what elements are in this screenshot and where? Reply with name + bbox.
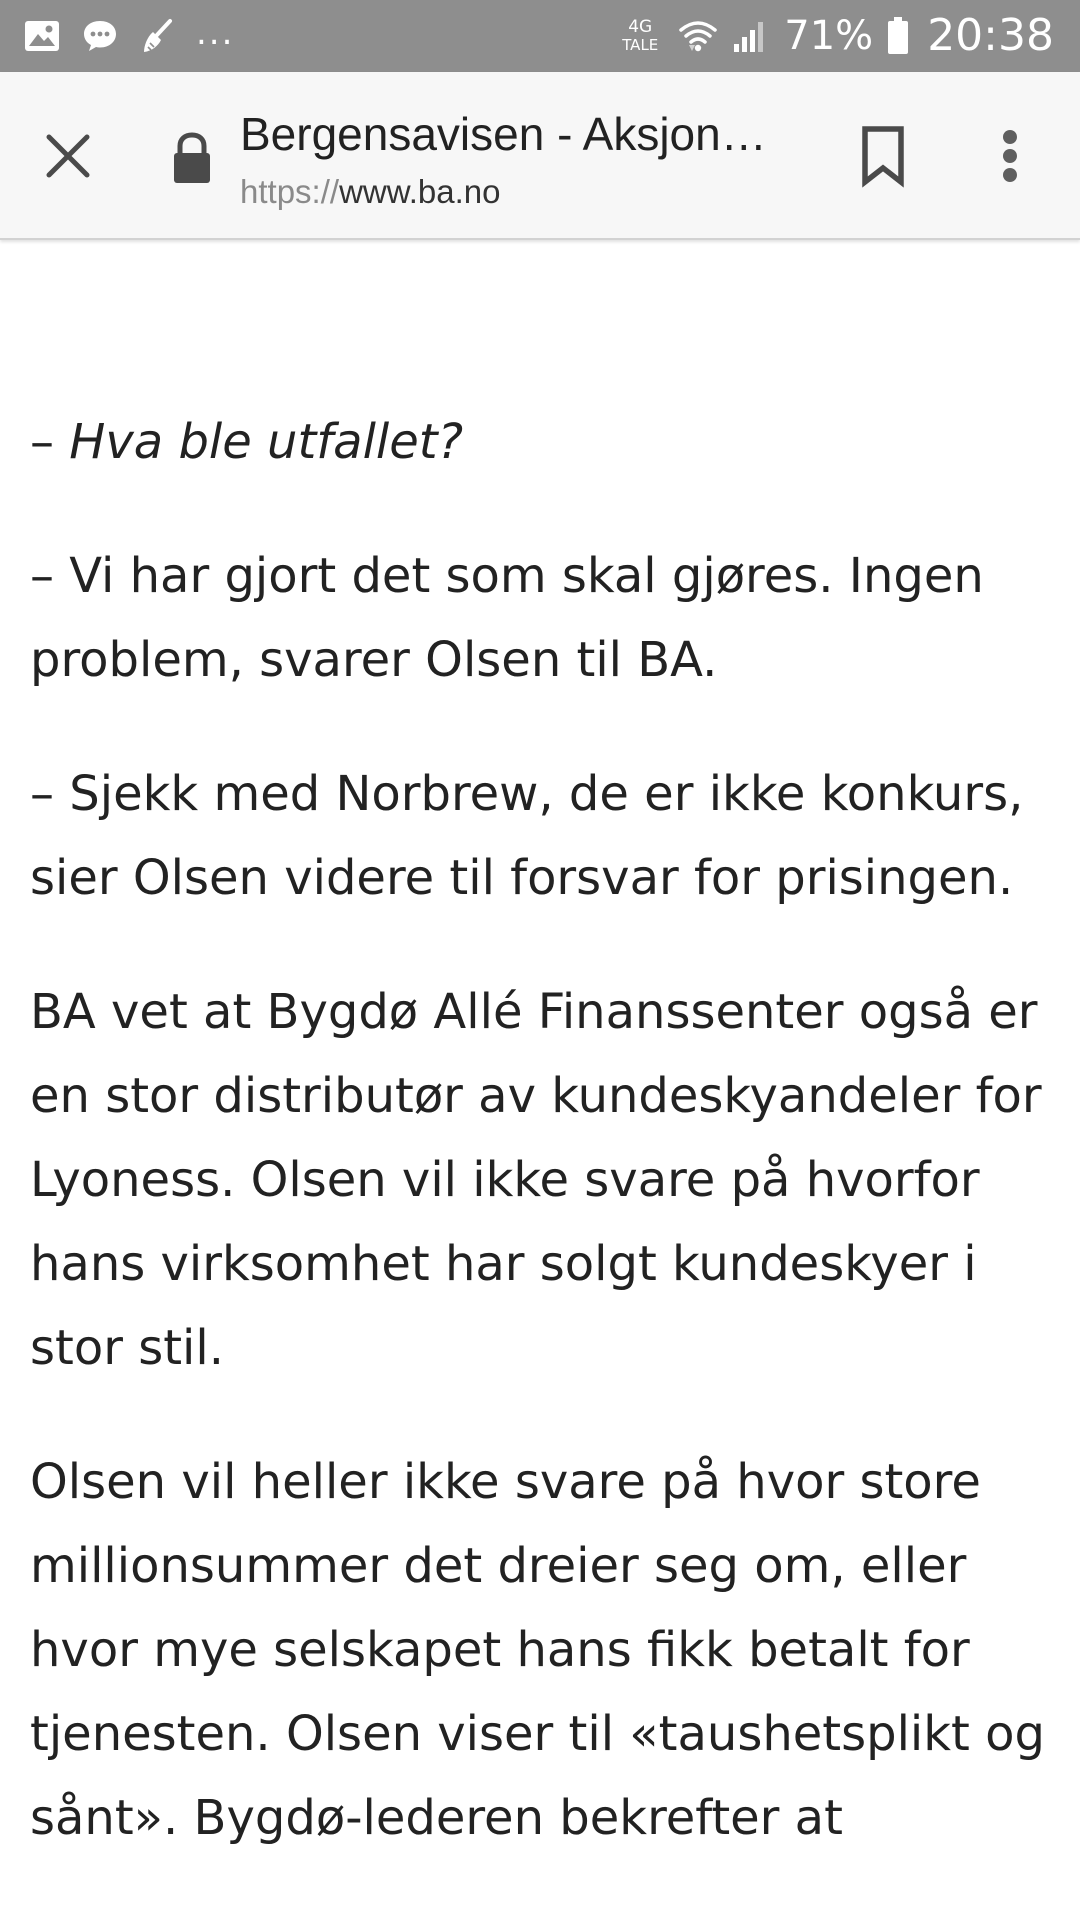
interview-question [30, 400, 1050, 484]
wifi-icon [678, 18, 718, 54]
status-bar [0, 0, 1080, 72]
menu-dot-icon [1003, 149, 1017, 163]
url-host: www.ba.no [339, 173, 501, 210]
close-tab-button[interactable] [38, 126, 98, 186]
url-display[interactable] [240, 172, 501, 212]
network-type-indicator [622, 19, 658, 53]
page-title[interactable]: Bergensavisen - Aksjon… [240, 108, 767, 160]
article-paragraph: BA vet at Bygdø Allé Finanssenter også er en stor distributør av kundeskyandeler for Lyoness. Olsen vil ikke svare på hvorfor hans virksomhet har solgt kundeskyer i stor stil. [30, 984, 1042, 1376]
menu-dot-icon [1003, 130, 1017, 144]
browser-toolbar [0, 72, 1080, 240]
url-scheme: https:// [240, 173, 340, 210]
bookmark-button[interactable] [855, 124, 911, 188]
clock: 20:38 [927, 10, 1054, 61]
battery-icon [887, 17, 909, 55]
more-notifications-indicator: ... [196, 13, 235, 53]
system-indicators [622, 0, 1054, 72]
cleaner-broom-icon [140, 18, 174, 54]
question-dash: – [30, 414, 70, 470]
article-paragraph: – Sjekk med Norbrew, de er ikke konkurs, sier Olsen videre til forsvar for prisingen. [30, 766, 1024, 906]
network-type-label: 4G [628, 17, 653, 37]
question-text: Hva ble utfallet? [69, 414, 464, 470]
article-body [30, 240, 1050, 1910]
close-icon [45, 133, 91, 179]
overflow-menu-button[interactable] [990, 124, 1030, 188]
network-sub-label: TALE [622, 36, 659, 54]
article-paragraph: – Vi har gjort det som skal gjøres. Ingen problem, svarer Olsen til BA. [30, 548, 984, 688]
article-paragraph: Olsen vil heller ikke svare på hvor store millionsummer det dreier seg om, eller hvor mye selskapet hans fikk betalt for tjenesten. Olsen viser til «taushetsplikt og sånt». Bygdø-lederen bekrefter at [30, 1454, 1045, 1846]
notification-icons [24, 0, 234, 72]
lock-icon [170, 132, 214, 186]
battery-percentage: 71% [784, 13, 874, 59]
gallery-icon [24, 20, 60, 52]
menu-dot-icon [1003, 168, 1017, 182]
bookmark-icon [855, 124, 911, 188]
secure-connection-button[interactable] [170, 132, 214, 186]
chat-bubble-icon [82, 19, 118, 53]
cell-signal-icon [732, 18, 770, 54]
